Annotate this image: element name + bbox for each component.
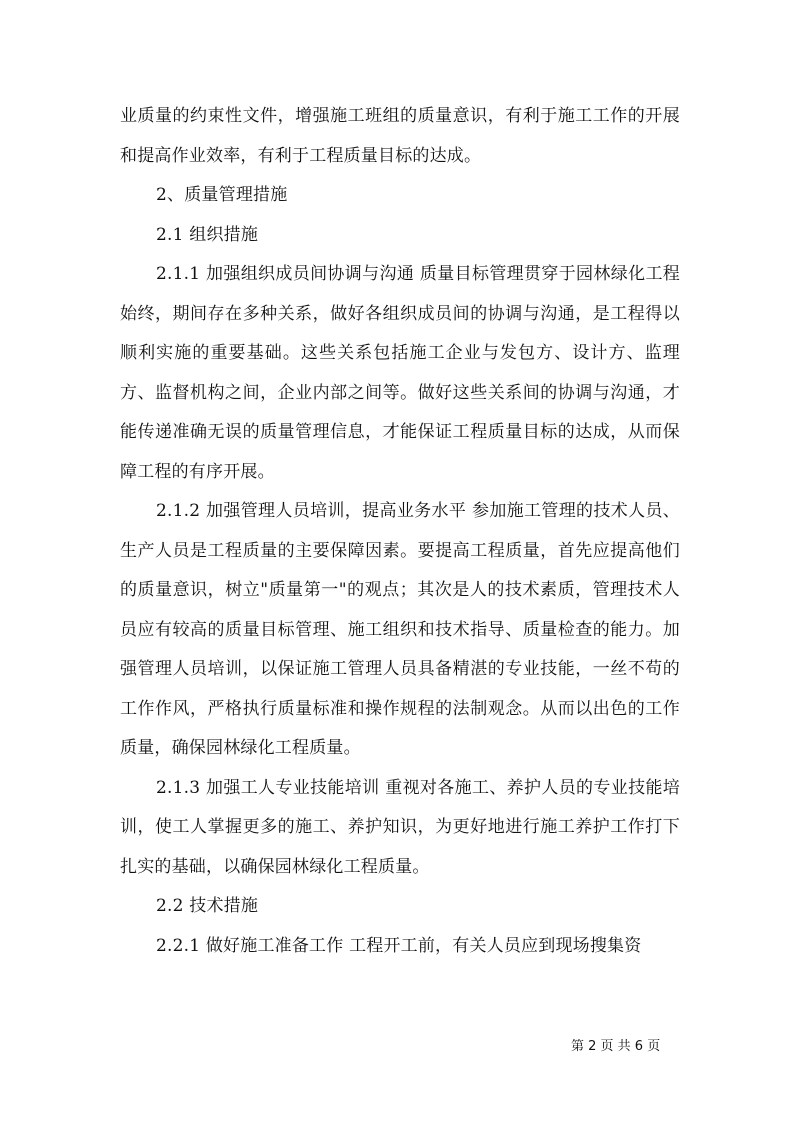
paragraph-continuation: 业质量的约束性文件，增强施工班组的质量意识，有利于施工工作的开展和提高作业效率，有利于工程质量目标的达成。: [120, 106, 680, 166]
document-body: [120, 97, 680, 966]
section-heading-quality-measures: 2、质量管理措施: [156, 185, 288, 205]
paragraph-2-1-1: 2.1.1 加强组织成员间协调与沟通 质量目标管理贯穿于园林绿化工程始终，期间存在多种关系，做好各组织成员间的协调与沟通，是工程得以顺利实施的重要基础。这些关系包括施工企业与发包方、设计方、监理方、监督机构之间，企业内部之间等。做好这些关系间的协调与沟通，才能传递准确无误的质量管理信息，才能保证工程质量目标的达成，从而保障工程的有序开展。: [120, 264, 680, 482]
subsection-heading-technical: 2.2 技术措施: [156, 896, 259, 916]
paragraph-2-2-1: 2.2.1 做好施工准备工作 工程开工前，有关人员应到现场搜集资: [156, 935, 642, 956]
page-number-footer: 第 2 页 共 6 页: [571, 1039, 661, 1054]
paragraph-2-1-3: 2.1.3 加强工人专业技能培训 重视对各施工、养护人员的专业技能培训，使工人掌握更多的施工、养护知识，为更好地进行施工养护工作打下扎实的基础，以确保园林绿化工程质量。: [120, 777, 680, 877]
paragraph-2-1-2: 2.1.2 加强管理人员培训，提高业务水平 参加施工管理的技术人员、生产人员是工程质量的主要保障因素。要提高工程质量，首先应提高他们的质量意识，树立"质量第一"的观点；其次是人的技术素质，管理技术人员应有较高的质量目标管理、施工组织和技术指导、质量检查的能力。加强管理人员培训，以保证施工管理人员具备精湛的专业技能，一丝不苟的工作作风，严格执行质量标准和操作规程的法制观念。从而以出色的工作质量，确保园林绿化工程质量。: [120, 501, 680, 758]
subsection-heading-organization: 2.1 组织措施: [156, 224, 259, 245]
